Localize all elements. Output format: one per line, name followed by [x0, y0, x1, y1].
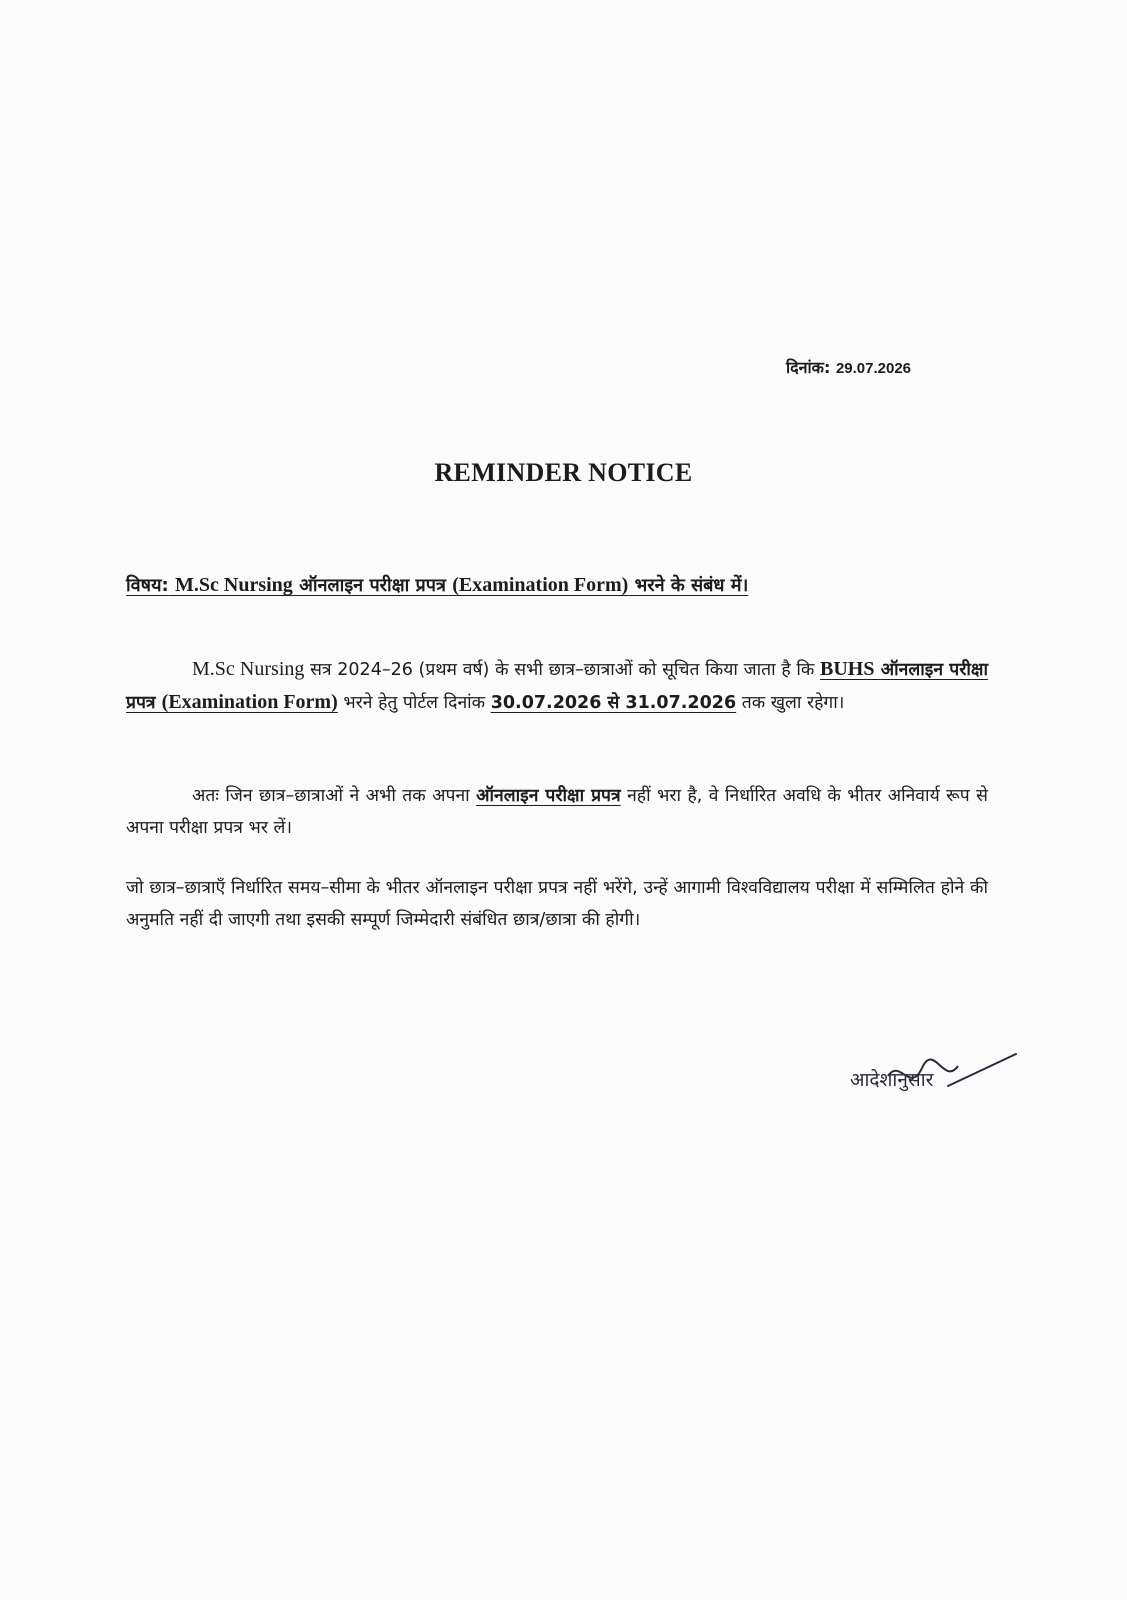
notice-date [786, 356, 911, 378]
date-label: दिनांक: [786, 358, 831, 377]
signature-text: आदेशानुसार [850, 1069, 934, 1091]
subject-text-end: भरने के संबंध में। [634, 575, 749, 596]
notice-title: REMINDER NOTICE [434, 458, 693, 487]
date-value: 29.07.2026 [835, 360, 912, 377]
paragraph-warning: जो छात्र–छात्राएँ निर्धारित समय–सीमा के भीतर ऑनलाइन परीक्षा प्रपत्र नहीं भरेंगे, उन्हें आगामी विश्वविद्यालय परीक्षा में सम्मिलित होने की अनुमति नहीं दी जाएगी तथा इसकी सम्पूर्ण जिम्मेदारी संबंधित छात्र/छात्रा की होगी। [126, 878, 988, 930]
course-name: M.Sc Nursing [192, 658, 305, 680]
form-hindi: ऑनलाइन परीक्षा प्रपत्र [126, 660, 988, 713]
paragraph-instruction [126, 780, 988, 844]
subject-form-name: (Examination Form) [452, 574, 629, 596]
form-english: (Examination Form) [161, 691, 338, 713]
form-highlight: ऑनलाइन परीक्षा प्रपत्र [476, 786, 621, 806]
date-range: 30.07.2026 से 31.07.2026 [490, 693, 737, 713]
paragraph-portal-dates [126, 653, 988, 719]
para2-text-2: नहीं भरा है, वे निर्धारित अवधि के भीतर अनिवार्य रूप से अपना परीक्षा प्रपत्र भर लें। [126, 786, 988, 838]
subject-course: M.Sc Nursing [175, 574, 293, 596]
subject-prefix: विषय: [126, 575, 169, 596]
para2-text: अतः जिन छात्र–छात्राओं ने अभी तक अपना [192, 786, 470, 806]
signature-stroke [948, 1054, 1016, 1086]
para1-text: सत्र 2024–26 (प्रथम वर्ष) के सभी छात्र–छात्राओं को सूचित किया जाता है कि [310, 660, 815, 680]
para1-text-2: भरने हेतु पोर्टल दिनांक [343, 693, 486, 713]
subject-text: ऑनलाइन परीक्षा प्रपत्र [299, 575, 446, 596]
para1-text-3: तक खुला रहेगा। [741, 693, 845, 713]
signature [848, 1046, 1018, 1106]
notice-subject [126, 573, 748, 597]
org-name: BUHS [820, 658, 875, 680]
